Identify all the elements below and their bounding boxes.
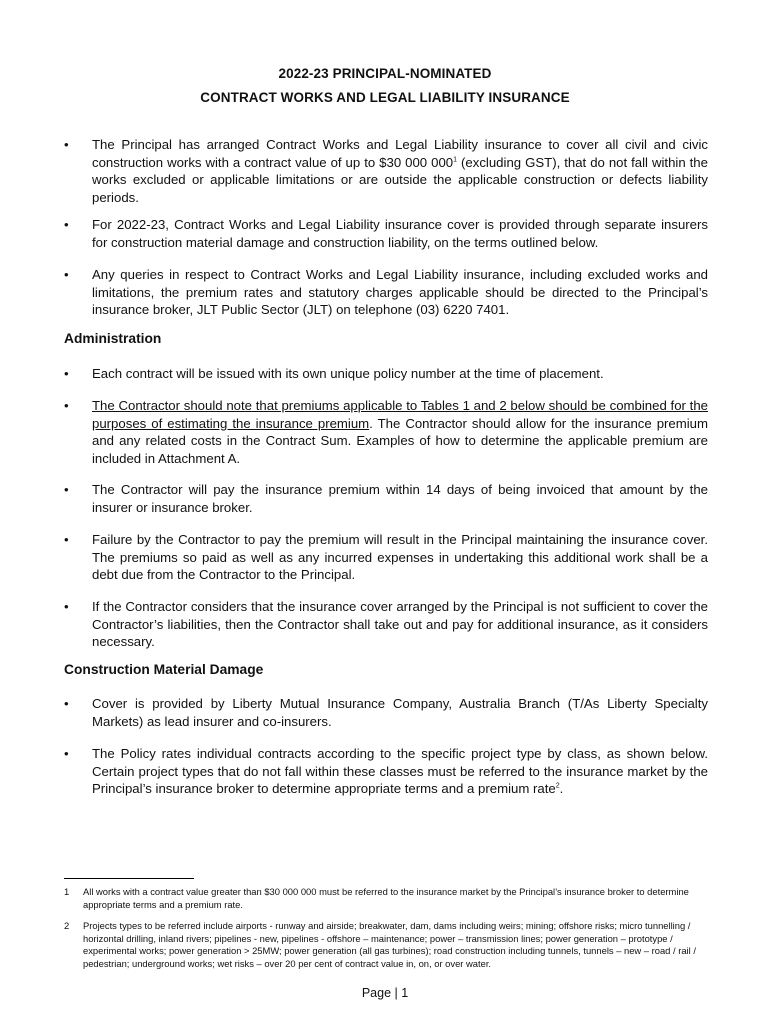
document-title-line1: 2022-23 PRINCIPAL-NOMINATED [278, 66, 492, 81]
bullet-marker: • [64, 482, 69, 497]
list-item-text: The Contractor should note that premiums applicable to Tables 1 and 2 below should be combined for the purposes of estimating the insurance premium. The Contractor should allow for the insurance premium and any related costs in the Contract Sum. Examples of how to determine the applicable premium are included in Attachment A. [92, 398, 708, 466]
list-item-text: The Principal has arranged Contract Works and Legal Liability insurance to cover all civil and civic construction works with a contract value of up to $30 000 $000^1$ (excluding GST), that do not fall within the works excluded or applicable limitations or are outside the applicable construction or defects liability periods. [92, 137, 708, 205]
footnote-text: All works with a contract value greater than $30 000 000 must be referred to the insurance market by the Principal’s insurance broker to determine appropriate terms and a premium rate. [83, 886, 689, 910]
footnote-number: 2 [64, 920, 70, 931]
page-number: Page | 1 [361, 986, 409, 1000]
section-heading-construction-material-damage: Construction Material Damage [64, 662, 264, 677]
bullet-marker: • [64, 696, 69, 711]
list-item-text: Cover is provided by Liberty Mutual Insurance Company, Australia Branch (T/As Liberty Specialty Markets) as lead insurer and co-insurers. [92, 696, 708, 729]
footnote-text: Projects types to be referred include airports - runway and airside; breakwater, dam, dams including weirs; mining; offshore risks; micro tunnelling / horizontal drilling, inland rivers; pipelines - new, pipelines - offshore – maintenance; power – transmission lines; power generation – prototype / experimental works; power generation > 25MW; power generation (all gas turbines); road construction including tunnels, tunnels – new – road / rail / pedestrian; underground works; wet risks – over 20 per cent of contract value in, on, or over water. [83, 920, 696, 969]
bullet-marker: • [64, 267, 69, 282]
list-item-text: Each contract will be issued with its own unique policy number at the time of placement. [92, 366, 604, 381]
list-item-text: If the Contractor considers that the insurance cover arranged by the Principal is not sufficient to cover the Contractor’s liabilities, then the Contractor shall take out and pay for additional insurance, as it considers necessary. [92, 599, 708, 649]
section-heading-administration: Administration [64, 331, 162, 346]
bullet-marker: • [64, 599, 69, 614]
footnote-ref: 2 [555, 782, 560, 790]
list-item-text: Failure by the Contractor to pay the premium will result in the Principal maintaining the insurance cover. The premiums so paid as well as any incurred expenses in undertaking this additional work shall be a debt due from the Contractor to the Principal. [92, 532, 708, 582]
footnote-separator [64, 878, 194, 879]
list-item-text: The Policy rates individual contracts according to the specific project type by class, as shown below. Certain project types that do not fall within these classes must be referred to the insurance market by the Principal’s insurance broker to determine appropriate terms and a premium rate$^2$. [92, 746, 708, 796]
bullet-marker: • [64, 137, 69, 152]
bullet-marker: • [64, 217, 69, 232]
footnote-ref: 1 [453, 156, 458, 164]
document-title-line2: CONTRACT WORKS AND LEGAL LIABILITY INSURANCE [200, 90, 570, 105]
bullet-marker: • [64, 366, 69, 381]
list-item-text: The Contractor will pay the insurance premium within 14 days of being invoiced that amount by the insurer or insurance broker. [92, 482, 708, 515]
bullet-marker: • [64, 398, 69, 413]
list-item-text: For 2022-23, Contract Works and Legal Liability insurance cover is provided through separate insurers for construction material damage and construction liability, on the terms outlined below. [92, 217, 708, 250]
underlined-note: The Contractor should note that premiums applicable to Tables 1 and 2 below should be combined for the purposes of estimating the insurance premium [92, 398, 708, 431]
bullet-marker: • [64, 532, 69, 547]
bullet-marker: • [64, 746, 69, 761]
list-item-text: Any queries in respect to Contract Works and Legal Liability insurance, including excluded works and limitations, the premium rates and statutory charges applicable should be directed to the Principal’s insurance broker, JLT Public Sector (JLT) on telephone (03) 6220 7401. [92, 267, 708, 317]
footnote-number: 1 [64, 886, 70, 897]
